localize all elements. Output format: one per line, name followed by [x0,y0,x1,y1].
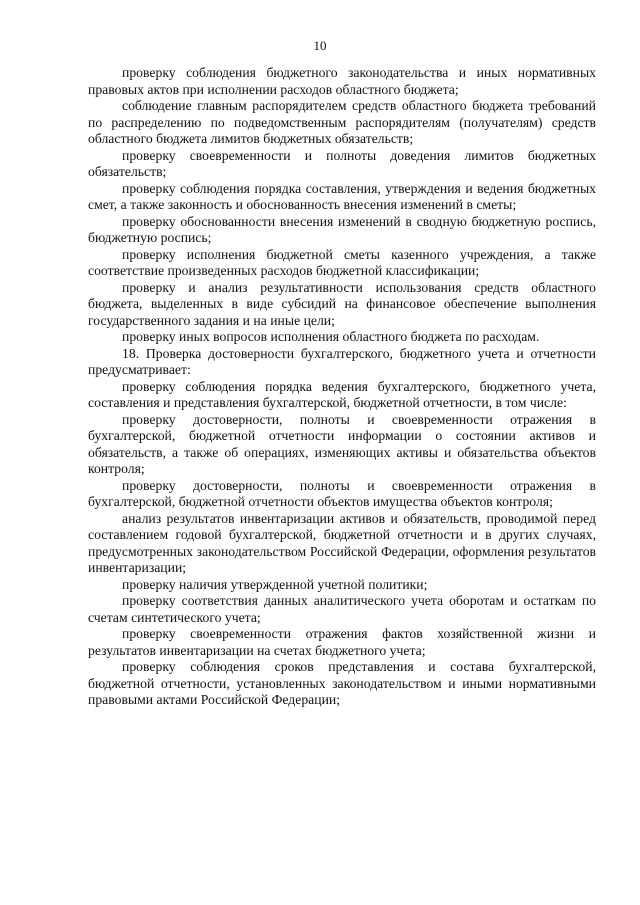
paragraph: проверку достоверности, полноты и своевременности отражения в бухгалтерской, бюджетной отчетности объектов имущества объектов контроля; [88,477,596,509]
paragraph: проверку наличия утвержденной учетной политики; [122,576,428,592]
paragraph: проверку обоснованности внесения изменений в сводную бюджетную роспись, бюджетную роспись; [88,213,596,245]
paragraph: проверку и анализ результативности использования средств областного бюджета, выделенных в виде субсидий на финансовое обеспечение выполнения государственного задания и на иные цели; [88,279,596,328]
paragraph: проверку своевременности и полноты доведения лимитов бюджетных обязательств; [88,147,596,179]
paragraph: проверку соответствия данных аналитического учета оборотам и остаткам по счетам синтетического учета; [88,593,596,625]
paragraph: проверку иных вопросов исполнения областного бюджета по расходам. [122,329,540,344]
paragraph: проверку соблюдения бюджетного законодательства и иных нормативных правовых актов при исполнении расходов областного бюджета; [88,65,596,97]
paragraph: проверку соблюдения порядка ведения бухгалтерского, бюджетного учета, составления и представления бухгалтерской, бюджетной отчетности, в том числе: [88,378,596,410]
paragraph: соблюдение главным распорядителем средств областного бюджета требований по распределению по подведомственным распорядителям (получателям) средств областного бюджета лимитов бюджетных обязательств; [88,98,596,146]
section-18-heading: 18. Проверка достоверности бухгалтерского, бюджетного учета и отчетности предусматривает: [88,345,596,377]
paragraph: проверку своевременности отражения фактов хозяйственной жизни и результатов инвентаризации на счетах бюджетного учета; [88,626,596,658]
body-text [88,65,596,709]
paragraph: проверку соблюдения порядка составления, утверждения и ведения бюджетных смет, а также законность и обоснованность внесения изменений в сметы; [88,180,596,212]
paragraph: анализ результатов инвентаризации активов и обязательств, проводимой перед составлением годовой бухгалтерской, бюджетной отчетности и в других случаях, предусмотренных законодательством Российской Федерации, оформления результатов инвентаризации; [88,510,596,575]
paragraph: проверку достоверности, полноты и своевременности отражения в бухгалтерской, бюджетной отчетности информации о состоянии активов и обязательств, а также об операциях, изменяющих активы и обязательства объектов контроля; [88,411,596,476]
page-number: 10 [313,38,327,53]
paragraph: проверку соблюдения сроков представления и состава бухгалтерской, бюджетной отчетности, установленных законодательством и иными нормативными правовыми актами Российской Федерации; [88,659,596,707]
paragraph: проверку исполнения бюджетной сметы казенного учреждения, а также соответствие произведенных расходов бюджетной классификации; [88,246,596,278]
